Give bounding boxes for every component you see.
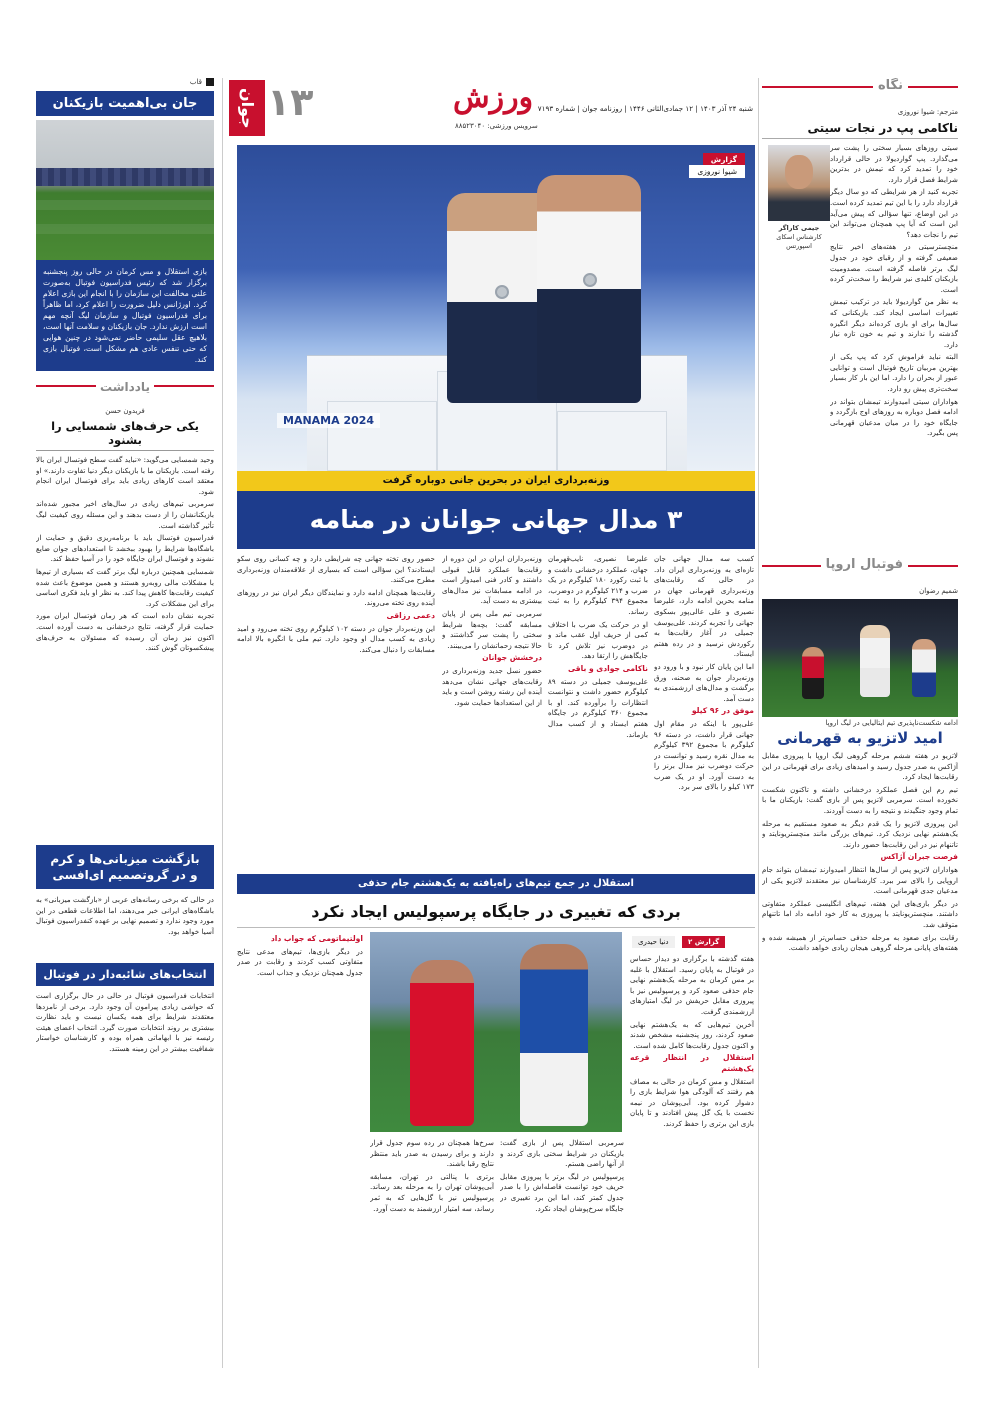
article-column <box>442 554 542 866</box>
paragraph: وحید شمسایی می‌گوید: «نباید گفت سطح فوتسال ایران بالا رفته است. بازیکنان ما با بازیکنان دیگر دنیا تفاوت دارند.» او معتقد است کارهای زیادی باید برای فوتسال ایران انجام شود. <box>36 455 214 496</box>
paragraph: هواداران لاتزیو پس از سال‌ها انتظار امیدوارند تیمشان بتواند جام اروپایی را بالای سر ببرد. کارشناسان نیز معتقدند لاتزیو یکی از مدعیان جدی قهرمانی است. <box>762 864 958 896</box>
paragraph: علی‌یوسف جمیلی در دسته ۸۹ کیلوگرم حضور داشت و نتوانست انتظارات را برآورده کند. او با مجموع ۳۶۰ کیلوگرم در جایگاه هفتم ایستاد و از کسب مدال بازماند. <box>548 676 648 739</box>
note-section-label: یادداشت <box>96 380 154 394</box>
issue-logo: ۱۳ <box>267 80 314 124</box>
note-title: یکی حرف‌های شمسایی را بشنود <box>36 419 214 451</box>
paragraph: هواداران سیتی امیدوارند تیمشان بتواند در ادامه فصل دوباره به روزهای اوج بازگردد و جایگاه خود را در میان مدعیان قهرمانی پس بگیرد. <box>830 396 958 438</box>
right-column <box>762 78 958 1368</box>
paragraph: علیرضا نصیری، نایب‌قهرمان جهان، عملکرد درخشانی داشت و با ثبت رکورد ۱۸۰ کیلوگرم در یک ضرب و ۲۱۴ کیلوگرم در دوضرب، مجموع ۳۹۴ کیلوگرم را به ثبت رساند. <box>548 554 648 616</box>
elections-body <box>36 991 214 1091</box>
subheading: فرصت جبران آژاکس <box>880 852 958 862</box>
esteghlal-title: بردی که تغییری در جایگاه پرسپولیس ایجاد نکرد <box>237 896 755 928</box>
paragraph: سرمربی تیم ملی پس از پایان مسابقه گفت: بچه‌ها شرایط سختی را پشت سر گذاشتند و حالا نتیجه زحماتشان را می‌بینند. <box>442 608 542 650</box>
afc-title-line: بازگشت میزبانی‌ها و کرم <box>50 852 200 866</box>
kicker-label: قاب <box>189 78 202 86</box>
europe-section-label: فوتبال اروپا <box>821 557 908 572</box>
medal-icon <box>583 273 597 287</box>
paragraph: تجربه کنید از هر شرایطی که دو سال دیگر قرارداد دارد را با این تیم تمدید کرده است. در این اوضاع، تنها سؤالی که پیش می‌آید این است که آیا پپ همچنان می‌تواند این تیم را نجات دهد؟ <box>830 187 958 239</box>
stadium-stand <box>36 168 214 186</box>
newspaper-logo <box>229 80 319 136</box>
paragraph: در حالی که برخی رسانه‌های عربی از «بازگشت میزبانی» به باشگاه‌های ایرانی خبر می‌دهند، اما اطلاعات قطعی در این مورد وجود ندارد و تصمیم نهایی بر عهده کنفدراسیون فوتبال آسیا خواهد بود. <box>36 895 214 936</box>
paragraph: علی‌پور با اینکه در مقام اول جهانی قرار داشت، در دسته ۹۶ کیلوگرم با مجموع ۳۹۲ کیلوگرم به مدال نقره رسید و توانست در حرکت دوضرب نیز مدال برنز را به دست آورد. او در یک ضرب ۱۷۳ کیلو را بالای سر برد. <box>654 718 754 792</box>
player-blue <box>520 944 588 1126</box>
paragraph: کسب سه مدال جهانی جان تازه‌ای به وزنه‌برداری ایران داد. در حالی که رقابت‌های وزنه‌برداری قهرمانی جهان در منامه بحرین ادامه دارد، علیرضا نصیری و علی عالی‌پور بسکوی جهانی را تجربه کردند. علی‌یوسف جمیلی در آغاز رقابت‌ها به رکوردش نرسید و در رده هفتم ایستاد. <box>654 554 754 659</box>
europe-author: شمیم رضوان <box>919 587 958 595</box>
esteghlal-column <box>630 954 754 1362</box>
portrait-name: جیمی کاراگر <box>778 224 820 232</box>
subheading: درخشش جوانان <box>482 653 542 663</box>
paragraph: این وزنه‌بردار جوان در دسته ۱۰۲ کیلوگرم روی تخته می‌رود و امید زیادی به کسب مدال او وجود دارد. تیم ملی با انگیزه بالا ادامه مسابقات را دنبال می‌کند. <box>237 623 435 654</box>
paragraph: سرمربی استقلال پس از بازی گفت: بازیکنان در شرایط سختی بازی کردند و از آنها راضی هستم. <box>500 1138 624 1169</box>
afc-title-line: و در گروتصمیم ای‌افسی <box>52 868 198 882</box>
europe-section-header <box>762 557 958 585</box>
subheading: دعمی رزاقی <box>386 610 435 620</box>
note-section-header <box>36 380 214 405</box>
paragraph: سیتی روزهای بسیار سختی را پشت سر می‌گذارد. پپ گواردیولا در حالی قرارداد خود را تمدید کرد که تیمش در بدترین شرایط فصل قرار دارد. <box>830 143 958 184</box>
paragraph: البته نباید فراموش کرد که پپ یکی از بهترین مربیان تاریخ فوتبال است و توانایی عبور از بحران را دارد. اما این بار کار بسیار سخت‌تری پیش رو دارد. <box>830 352 958 394</box>
paragraph: حضور نسل جدید وزنه‌برداری در رقابت‌های جهانی نشان می‌دهد آینده این رشته روشن است و باید از این استعدادها حمایت شود. <box>442 665 542 707</box>
paragraph: رقابت‌ها همچنان ادامه دارد و نمایندگان دیگر ایران نیز در روزهای آینده روی تخته می‌روند. <box>237 587 435 608</box>
translator-line: مترجم: شیوا نوروزی <box>897 108 958 116</box>
player <box>860 625 890 697</box>
stadium-photo <box>36 120 214 260</box>
paragraph: رقابت برای صعود به مرحله حذفی حساس‌تر از همیشه شده و هفته‌های پایانی مرحله گروهی هیجان زیادی خواهد داشت. <box>762 932 958 953</box>
paragraph: تجربه نشان داده است که هر زمان فوتسال ایران مورد حمایت قرار گرفته، نتایج درخشانی به دست آورده است. اکنون نیز زمان آن رسیده که مسئولان به حرف‌های پیشکسوتان گوش کنند. <box>36 611 214 653</box>
column-divider <box>758 78 759 1368</box>
elections-title: انتخاب‌های شائبه‌دار در فوتبال <box>36 963 214 986</box>
paragraph: تیم رم این فصل عملکرد درخشانی داشته و تاکنون شکست نخورده است. سرمربی لاتزیو پس از بازی گفت: بازیکنان ما با تمام وجود جنگیدند و نتیجه را به دست آوردند. <box>762 784 958 815</box>
paragraph: اما این پایان کار نبود و با ورود دو وزنه‌بردار جوان به صحنه، ورق برگشت و مدال‌های ارزشمندی به دست آمد. <box>654 661 754 703</box>
paragraph: به نظر من گواردیولا باید در ترکیب تیمش تغییرات اساسی ایجاد کند. بازیکنانی که سال‌ها برای او بازی کرده‌اند دیگر انگیزه گذشته را ندارند و تیم به خون تازه نیاز دارد. <box>830 297 958 349</box>
paragraph: پرسپولیس در لیگ برتر با پیروزی مقابل حریف خود توانست فاصله‌اش را با صدر جدول کمتر کند، اما این برد تغییری در جایگاه سرخ‌پوشان ایجاد نکرد. <box>500 1171 624 1213</box>
podium-step <box>557 411 667 471</box>
section-title: ورزش <box>453 80 534 115</box>
paragraph: سرخ‌ها همچنان در رده سوم جدول قرار دارند و برای رسیدن به صدر باید منتظر نتایج رقبا باشند. <box>370 1138 494 1169</box>
paragraph: استقلال و مس کرمان در حالی به مصاف هم رفتند که آلودگی هوا شرایط بازی را دشوار کرده بود. آبی‌پوشان در نیمه نخست با یک گل پیش افتادند و تا پایان بازی این برتری را حفظ کردند. <box>630 1076 754 1128</box>
player <box>912 639 936 697</box>
paragraph: برتری با پنالتی در تهران، مسابقه آبی‌پوشان تهران را به مرحله بعد رساند. پرسپولیس نیز با گل‌هایی که به ثمر رساند، سه امتیاز ارزشمند به دست آورد. <box>370 1171 494 1213</box>
player-red <box>410 960 474 1126</box>
europe-title: امید لاتزیو به قهرمانی <box>777 729 943 747</box>
view-section-label: نگاه <box>873 78 908 93</box>
esteghlal-column <box>500 1138 624 1362</box>
paragraph: حضور روی تخته جهانی چه شرایطی دارد و چه کسانی روی سکو ایستادند؟ این سؤالی است که بسیاری از علاقه‌مندان وزنه‌برداری مطرح می‌کنند. <box>237 554 435 585</box>
report-author: شیوا نوروزی <box>689 165 745 178</box>
subtitle: وزنه‌برداری ایران در بحرین جانی دوباره گرفت <box>237 471 755 491</box>
portrait-caption <box>768 224 830 251</box>
article-column <box>237 554 435 866</box>
view-title: ناکامی پپ در نجات سیتی <box>762 121 958 139</box>
subheading: اولتیماتومی که جواب داد <box>270 934 363 943</box>
headline: ۳ مدال جهانی جوانان در منامه <box>237 491 755 549</box>
paragraph: منچسترسیتی در هفته‌های اخیر نتایج ضعیفی گرفته و از رقبای خود در جدول لیگ برتر فاصله گرفته است. مصدومیت بازیکنان کلیدی نیز شرایط را سخت‌تر کرده است. <box>830 242 958 294</box>
note-author: فریدون حسن <box>105 407 145 415</box>
medal-icon <box>495 285 509 299</box>
subheading: استقلال در انتظار قرعه یک‌هشتم <box>630 1053 754 1073</box>
esteghlal-band: استقلال در جمع تیم‌های راه‌یافته به یک‌هشتم جام حذفی <box>237 874 755 894</box>
portrait-face <box>785 155 813 189</box>
date-line: شنبه ۲۴ آذر ۱۴۰۳ | ۱۲ جمادی‌الثانی ۱۴۴۶ | روزنامه جوان | شماره ۷۱۹۳ <box>537 104 753 113</box>
kicker <box>36 78 214 86</box>
subheading: ناکامی جوادی و باقی <box>567 663 648 673</box>
esteghlal-column <box>237 934 363 1362</box>
europe-photo-caption: ادامه شکست‌ناپذیری تیم ایتالیایی در لیگ اروپا <box>825 719 958 727</box>
afc-body <box>36 895 214 955</box>
paragraph: این پیروزی لاتزیو را یک قدم دیگر به صعود مستقیم به مرحله یک‌هشتم نهایی نزدیک کرد. تیم‌های بزرگی مانند منچستریونایتد و تاتنهام نیز در این رقابت‌ها حضور دارند. <box>762 818 958 849</box>
masthead <box>229 78 753 140</box>
left-column <box>36 78 214 1368</box>
weightlifting-photo <box>237 145 755 471</box>
paragraph: او در حرکت یک ضرب با اختلاف کمی از حریف اول عقب ماند و در دوضرب نیز تلاش کرد تا جایگاهش را ارتقا دهد. <box>548 619 648 661</box>
paragraph: فدراسیون فوتسال باید با برنامه‌ریزی دقیق و حمایت از باشگاه‌ها شرایط را بهبود ببخشد تا استعدادهای جوان ضایع نشوند و فوتسال ایران جایگاه خود را در آسیا حفظ کند. <box>36 533 214 564</box>
paragraph: انتخابات فدراسیون فوتبال در حالی در حال برگزاری است که حواشی زیادی پیرامون آن وجود دارد. برخی از نامزدها معتقدند شرایط برای همه یکسان نیست و باید نظارت بیشتری بر روند انتخابات صورت گیرد. انتخاب اعضای هیئت رئیسه نیز با ابهاماتی همراه بوده و کارشناسان خواستار شفافیت بیشتر در این زمینه هستند. <box>36 991 214 1053</box>
contact-line: سرویس ورزشی: ۸۸۵۲۳۰۴۰ <box>455 122 538 130</box>
column-divider <box>222 78 223 1368</box>
football-players-photo <box>370 932 622 1132</box>
paragraph: وزنه‌برداران ایران در این دوره از رقابت‌ها عملکرد قابل قبولی داشتند و کادر فنی امیدوار است در ادامه مسابقات نیز مدال‌های بیشتری به دست آید. <box>442 554 542 606</box>
photo-caption: بازی استقلال و مس کرمان در حالی روز پنجشنبه برگزار شد که رئیس فدراسیون فوتبال به‌صورت علنی مخالفت این سازمان را با انجام این بازی اعلام کرد. اورژانس دلیل ضرورت را اعلام کرد، اما ظاهراً برای فدراسیون فوتبال و سازمان لیگ آنچه مهم است ارزش ندارد. جان بازیکنان و سلامت آنها است، بلاهیچ عقل سلیمی حاضر نمی‌شود در چنین هوایی که حتی تنفس عادی هم مشکل است، فوتبال بازی کند. <box>36 260 214 371</box>
view-section-header <box>762 78 958 106</box>
paragraph: هفته گذشته با برگزاری دو دیدار حساس در فوتبال به پایان رسید. استقلال با غلبه بر مس کرمان به مرحله یک‌هشتم نهایی جام حذفی صعود کرد و پرسپولیس نیز با پیروزی مقابل حریفش در لیگ امتیازهای ارزشمندی گرفت. <box>630 954 754 1016</box>
article-column <box>548 554 648 866</box>
paragraph: در دیگر بازی‌های این هفته، تیم‌های انگلیسی عملکرد متفاوتی داشتند. منچستریونایتد با پیروزی به کار خود ادامه داد اما تاتنهام متوقف شد. <box>762 898 958 929</box>
paragraph: شمسایی همچنین درباره لیگ برتر گفت که بسیاری از تیم‌ها با مشکلات مالی روبه‌رو هستند و همین موضوع باعث شده کیفیت رقابت‌ها کاهش پیدا کند. به نظر او باید فکری اساسی برای این مشکلات کرد. <box>36 566 214 608</box>
note-body <box>36 455 214 837</box>
pitch-stripe <box>36 224 214 234</box>
paragraph: سرمربی تیم‌های زیادی در سال‌های اخیر مجبور شده‌اند بازیکنانشان را از دست بدهند و این مسئله روی کیفیت لیگ تأثیر گذاشته است. <box>36 499 214 530</box>
frame-title: جان بی‌اهمیت بازیکنان <box>36 91 214 116</box>
report-tag: گزارش <box>703 153 745 166</box>
carragher-portrait <box>768 145 830 221</box>
paragraph: لاتزیو در هفته ششم مرحله گروهی لیگ اروپا با پیروزی مقابل آژاکس به صدر جدول رسید و امیدهای زیادی برای قهرمانی در این رقابت‌ها ایجاد کرد. <box>762 751 958 782</box>
athlete-right <box>537 175 641 403</box>
pitch-stripe <box>36 200 214 210</box>
esteghlal-report-tag: گزارش ۲ <box>682 936 725 948</box>
logo-text: جوان <box>229 80 265 136</box>
afc-box-title <box>36 845 214 889</box>
europe-body <box>762 751 958 1191</box>
article-column <box>654 554 754 866</box>
event-banner: MANAMA 2024 <box>277 413 380 428</box>
paragraph: در دیگر بازی‌ها، تیم‌های مدعی نتایج متفاوتی کسب کردند و رقابت در صدر جدول همچنان نزدیک و جذاب است. <box>237 946 363 977</box>
portrait-role: کارشناس اسکای اسپورتس <box>776 233 822 250</box>
square-icon <box>206 78 214 86</box>
esteghlal-author: دنیا حیدری <box>632 936 675 948</box>
view-body <box>830 143 958 553</box>
esteghlal-column <box>370 1138 494 1362</box>
player <box>802 647 824 699</box>
lazio-photo <box>762 599 958 717</box>
paragraph: آخرین تیم‌هایی که به یک‌هشتم نهایی صعود کردند، روز پنجشنبه مشخص شدند و اکنون جدول رقابت‌ها کامل شده است. <box>630 1019 754 1050</box>
podium-step <box>327 401 437 471</box>
subheading: موفق در ۹۶ کیلو <box>691 706 754 716</box>
